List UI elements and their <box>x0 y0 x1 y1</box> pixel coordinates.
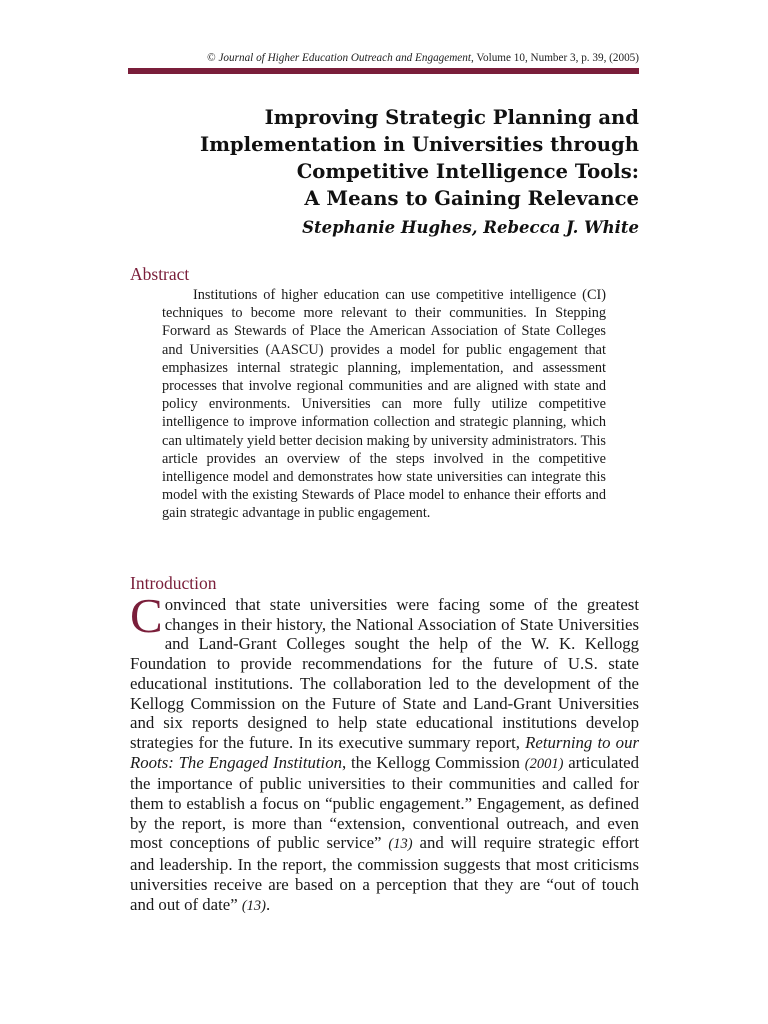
header-rule <box>128 68 639 74</box>
drop-cap: C <box>130 588 163 643</box>
intro-text-5: . <box>266 894 271 914</box>
article-title <box>128 104 639 212</box>
title-line: Improving Strategic Planning and <box>264 106 639 129</box>
introduction-heading: Introduction <box>130 573 217 593</box>
title-line: A Means to Gaining Relevance <box>304 187 639 210</box>
copyright-symbol: © <box>207 52 216 64</box>
intro-text-3: articulated the importance of public universities to their communities and called for them to establish a focus on “public engagement.” Engagement, as defined by the report, is more than “extension, conventional outreach, and even most conceptions of public service” <box>130 752 639 853</box>
title-line: Implementation in Universities through <box>200 133 639 156</box>
running-head <box>128 51 639 65</box>
issue-info: , Volume 10, Number 3, p. 39, (2005) <box>470 52 639 64</box>
abstract-text: Institutions of higher education can use competitive intelligence (CI) techniques to become more relevant to their communities. In Stepping Forward as Stewards of Place the American Association of State Colleges and Universities (AASCU) provides a model for public engagement that emphasizes internal strategic planning, implementation, and assessment processes that involve regional communities and are aligned with state and policy environments. Universities can more fully utilize competitive intelligence to improve information collection and strategic planning, which can ultimately yield better decision making by university administrators. This article provides an overview of the steps involved in the competitive intelligence model and demonstrates how state universities can integrate this model with the existing Stewards of Place model to enhance their efforts and gain strategic advantage in public engagement. <box>162 287 606 522</box>
title-line: Competitive Intelligence Tools: <box>296 160 639 183</box>
report-title: Returning to our Roots: The Engaged Institution <box>130 732 639 772</box>
intro-text-1: onvinced that state universities were facing some of the greatest changes in their history, the National Association of State Universities and Land-Grant Colleges sought the help of the W. K. Kellogg Foundation to provide recommendations for the future of U.S. state educational institutions. The collaboration led to the development of the Kellogg Commission on the Future of State and Land-Grant Universities and six reports designed to help state educational institutions develop strategies for the future. In its executive summary report, <box>130 595 639 752</box>
intro-text-2: , the Kellogg Commission <box>341 752 525 772</box>
citation: (13) <box>388 836 413 853</box>
authors: Stephanie Hughes, Rebecca J. White <box>302 218 639 237</box>
intro-text-4: and will require strategic effort and leadership. In the report, the commission suggests that most criticisms universities receive are based on a perception that they are “out of touch and out of date” <box>130 833 639 914</box>
citation: (2001) <box>524 755 564 772</box>
journal-name: Journal of Higher Education Outreach and Engagement <box>218 52 471 64</box>
abstract-heading: Abstract <box>130 264 190 284</box>
introduction-paragraph <box>130 588 639 916</box>
citation: (13) <box>241 897 267 914</box>
